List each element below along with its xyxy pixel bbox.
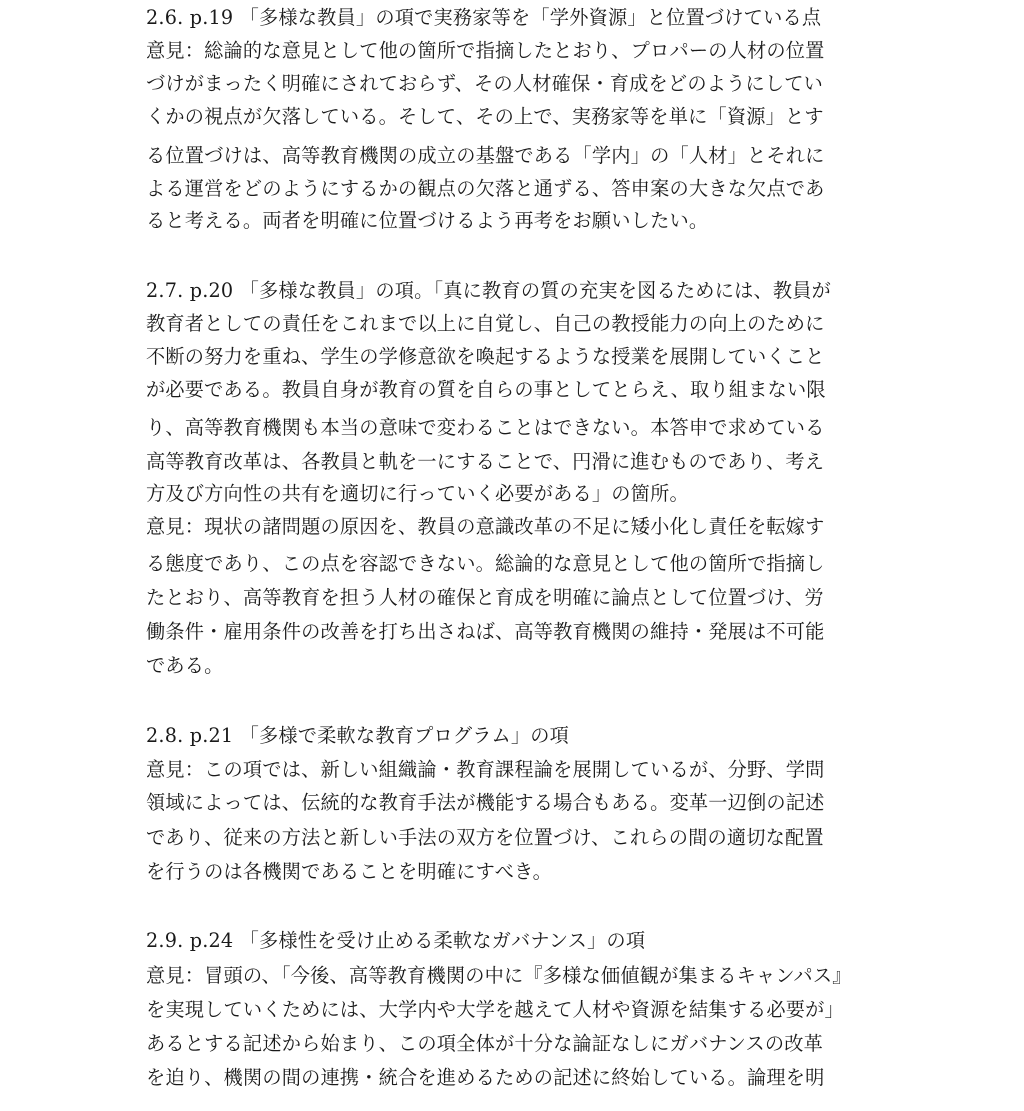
section-2-7-line: 意見：現状の諸問題の原因を、教員の意識改革の不足に矮小化し責任を転嫁す — [146, 515, 825, 538]
section-2-7-line: 高等教育改革は、各教員と軌を一にすることで、円滑に進むものであり、考え — [146, 450, 825, 473]
section-2-6-heading: 2.6. p.19 「多様な教員」の項で実務家等を「学外資源」と位置づけている点 — [146, 6, 822, 29]
section-2-6-line: づけがまったく明確にされておらず、その人材確保・育成をどのようにしてい — [146, 72, 824, 95]
section-2-6-line: くかの視点が欠落している。そして、その上で、実務家等を単に「資源」とす — [146, 105, 824, 128]
section-2-8-line: であり、従来の方法と新しい手法の双方を位置づけ、これらの間の適切な配置 — [146, 826, 824, 849]
section-2-7-line: 不断の努力を重ね、学生の学修意欲を喚起するような授業を展開していくこと — [146, 345, 825, 368]
section-2-6-line: よる運営をどのようにするかの観点の欠落と通ずる、答申案の大きな欠点であ — [146, 177, 825, 200]
section-2-8-heading: 2.8. p.21 「多様で柔軟な教育プログラム」の項 — [146, 724, 570, 747]
section-2-6-line: ると考える。両者を明確に位置づけるよう再考をお願いしたい。 — [146, 209, 709, 232]
section-2-6-line: る位置づけは、高等教育機関の成立の基盤である「学内」の「人材」とそれに — [146, 144, 825, 167]
section-2-7-line: である。 — [146, 654, 224, 677]
section-2-7-heading: 2.7. p.20 「多様な教員」の項。「真に教育の質の充実を図るためには、教員が — [146, 279, 832, 302]
section-2-8-line: 領域によっては、伝統的な教育手法が機能する場合もある。変革一辺倒の記述 — [146, 791, 825, 814]
section-2-9-line: を実現していくためには、大学内や大学を越えて人材や資源を結集する必要が」 — [146, 998, 844, 1021]
section-2-7-line: 働条件・雇用条件の改善を打ち出さねば、高等教育機関の維持・発展は不可能 — [146, 620, 825, 643]
section-2-7-line: る態度であり、この点を容認できない。総論的な意見として他の箇所で指摘し — [146, 552, 825, 575]
section-2-7-line: 方及び方向性の共有を適切に行っていく必要がある」の箇所。 — [146, 482, 689, 505]
section-2-8-line: を行うのは各機関であることを明確にすべき。 — [146, 860, 552, 883]
section-2-7-line: 教育者としての責任をこれまで以上に自覚し、自己の教授能力の向上のために — [146, 312, 825, 335]
section-2-7-line: り、高等教育機関も本当の意味で変わることはできない。本答申で求めている — [146, 416, 825, 439]
section-2-6-line: 意見：総論的な意見として他の箇所で指摘したとおり、プロパーの人材の位置 — [146, 39, 825, 62]
section-2-9-line: 意見：冒頭の、「今後、高等教育機関の中に『多様な価値観が集まるキャンパス』 — [146, 964, 852, 987]
section-2-9-line: を迫り、機関の間の連携・統合を進めるための記述に終始している。論理を明 — [146, 1066, 825, 1089]
section-2-7-line: が必要である。教員自身が教育の質を自らの事としてとらえ、取り組まない限 — [146, 378, 826, 401]
section-2-9-line: あるとする記述から始まり、この項全体が十分な論証なしにガバナンスの改革 — [146, 1032, 824, 1055]
section-2-7-line: たとおり、高等教育を担う人材の確保と育成を明確に論点として位置づけ、労 — [146, 586, 824, 609]
section-2-9-heading: 2.9. p.24 「多様性を受け止める柔軟なガバナンス」の項 — [146, 929, 646, 952]
section-2-8-line: 意見：この項では、新しい組織論・教育課程論を展開しているが、分野、学問 — [146, 758, 825, 781]
